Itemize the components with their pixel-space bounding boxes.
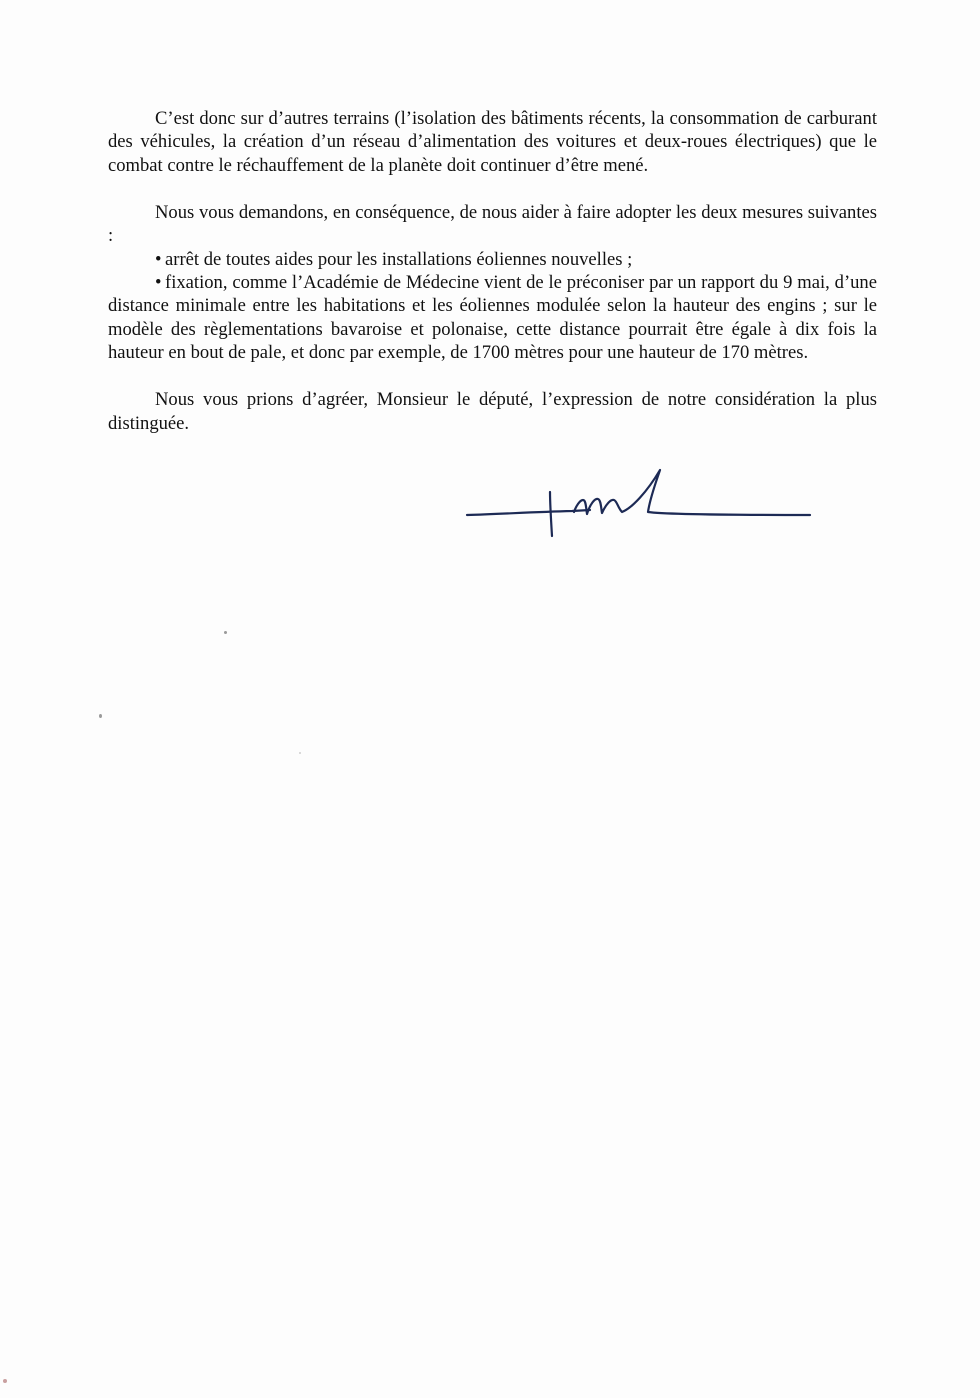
closing-formula [108,388,877,435]
bullet-icon: • [155,248,162,270]
closing-text: Nous vous prions d’agréer, Monsieur le député, l’expression de notre considération la plus distinguée. [108,389,877,434]
handwritten-signature [462,468,814,540]
signature-stroke [574,470,810,515]
paragraph-2-text: Nous vous demandons, en conséquence, de nous aider à faire adopter les deux mesures suivantes : [108,201,877,247]
signature-stroke [550,492,552,536]
list-item-text: arrêt de toutes aides pour les installations éoliennes nouvelles ; [165,248,633,270]
scan-speck [99,714,102,718]
list-item [108,248,877,271]
list-item [108,271,877,365]
paragraph-request [108,201,877,248]
signature-stroke [467,510,590,515]
scan-speck [224,631,227,634]
list-item-text: fixation, comme l’Académie de Médecine vient de le préconiser par un rapport du 9 mai, d’une distance minimale entre les habitations et les éoliennes modulée selon la hauteur des engins ; sur le modèle des règlementations bavaroise et polonaise, cette distance pourrait être égale à dix fois la hauteur en bout de pale, et donc par exemple, de 1700 mètres pour une hauteur de 170 mètres. [108,272,877,364]
measures-list [108,248,877,365]
paragraph-other-measures [108,107,877,177]
paragraph-1-text: C’est donc sur d’autres terrains (l’isolation des bâtiments récents, la consommation de carburant des véhicules, la création d’un réseau d’alimentation des voitures et deux-roues électriques) que le combat contre le réchauffement de la planète doit continuer d’être mené. [108,108,877,176]
scan-speck [299,752,301,754]
letter-body [108,107,877,459]
scan-speck [3,1379,7,1383]
bullet-icon: • [155,272,162,294]
